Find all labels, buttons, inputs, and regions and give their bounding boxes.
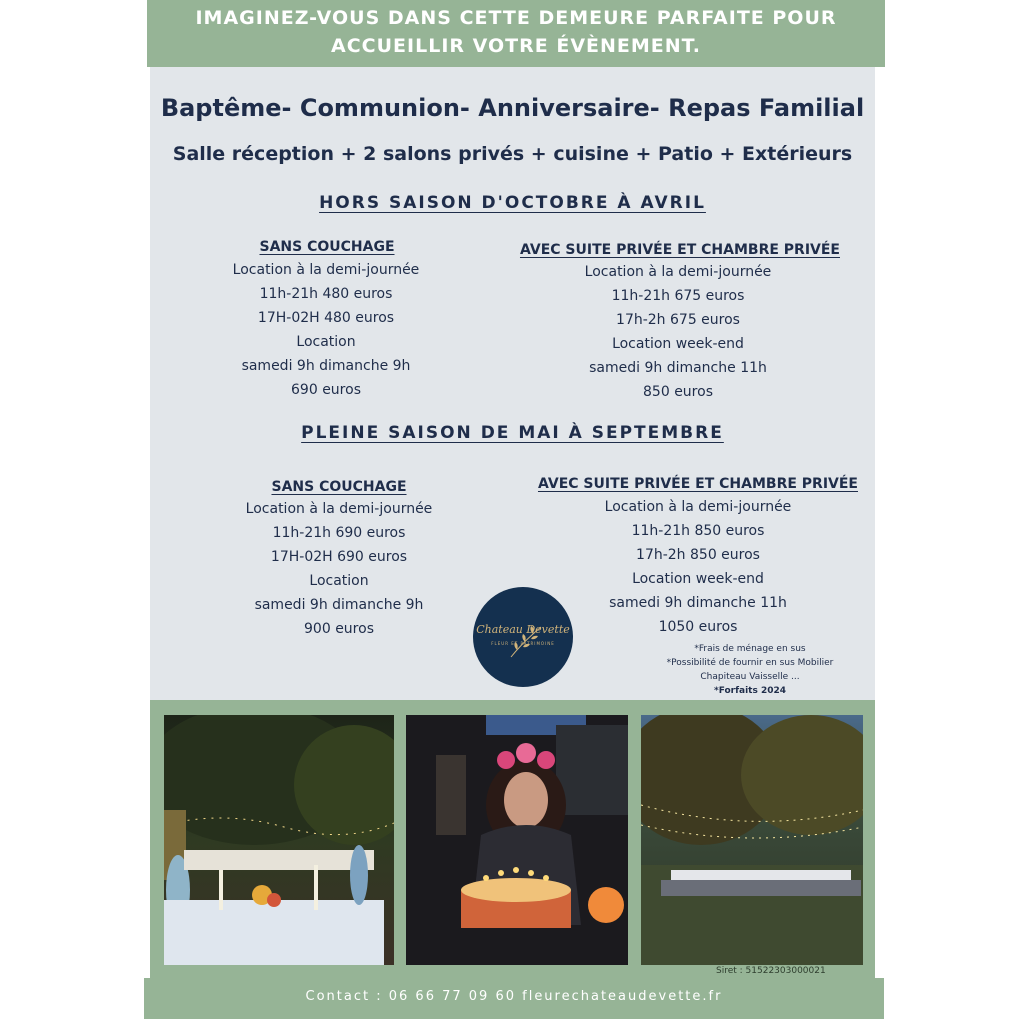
note-line: *Frais de ménage en sus	[694, 644, 806, 654]
spaces-subtitle: Salle réception + 2 salons privés + cuisine + Patio + Extérieurs	[172, 143, 853, 165]
pleine-sans-couchage-title-wrap	[230, 476, 448, 495]
list-item: samedi 9h dimanche 11h	[609, 595, 787, 611]
hors-avec-suite-title-wrap	[510, 239, 850, 258]
hors-sans-couchage-list	[200, 258, 452, 402]
contact-footer	[144, 978, 884, 1019]
list-item: Location à la demi-journée	[232, 262, 420, 278]
list-item: Location week-end	[612, 336, 744, 352]
hors-sans-couchage-title: SANS COUCHAGE	[259, 239, 395, 255]
note-line: *Forfaits 2024	[713, 686, 787, 696]
contact-text: Contact : 06 66 77 09 60 fleurechateaudevette.fr	[305, 989, 723, 1004]
list-item: 850 euros	[643, 384, 713, 400]
list-item: 11h-21h 480 euros	[259, 286, 393, 302]
pleine-saison-title: PLEINE SAISON DE MAI À SEPTEMBRE	[301, 423, 724, 443]
logo-tagline: FLEUR ET PATRIMOINE	[491, 641, 555, 646]
hors-avec-suite-list	[552, 260, 804, 404]
list-item: 17H-02H 480 euros	[257, 310, 395, 326]
hors-avec-suite-title: AVEC SUITE PRIVÉE ET CHAMBRE PRIVÉE	[519, 242, 840, 258]
list-item: 11h-21h 675 euros	[611, 288, 745, 304]
list-item: Location à la demi-journée	[245, 501, 433, 517]
list-item: 900 euros	[304, 621, 374, 637]
list-item: Location	[296, 334, 356, 350]
siret-number: Siret : 51522303000021	[716, 966, 826, 976]
banner-line-1: IMAGINEZ-VOUS DANS CETTE DEMEURE PARFAITE POUR	[195, 7, 837, 29]
logo-name: Chateau Devette	[476, 623, 570, 636]
events-title: Baptême- Communion- Anniversaire- Repas Familial	[160, 94, 865, 122]
list-item: 11h-21h 850 euros	[631, 523, 765, 539]
list-item: 11h-21h 690 euros	[272, 525, 406, 541]
photo-garden-dinner	[164, 715, 394, 965]
pleine-saison-section	[150, 423, 875, 443]
top-banner	[147, 0, 885, 67]
list-item: samedi 9h dimanche 9h	[241, 358, 411, 374]
leaf-icon	[473, 587, 573, 687]
pleine-avec-suite-title: AVEC SUITE PRIVÉE ET CHAMBRE PRIVÉE	[537, 476, 858, 492]
list-item: 17h-2h 850 euros	[636, 547, 760, 563]
list-item: Location à la demi-journée	[584, 264, 772, 280]
list-item: 17h-2h 675 euros	[616, 312, 740, 328]
list-item: Location week-end	[632, 571, 764, 587]
list-item: samedi 9h dimanche 9h	[254, 597, 424, 613]
list-item: Location	[309, 573, 369, 589]
pleine-sans-couchage-title: SANS COUCHAGE	[271, 479, 407, 495]
chateau-logo	[473, 587, 573, 687]
list-item: 690 euros	[291, 382, 361, 398]
banner-line-2: ACCUEILLIR VOTRE ÉVÈNEMENT.	[331, 35, 701, 57]
hors-saison-title: HORS SAISON D'OCTOBRE À AVRIL	[319, 193, 706, 213]
note-line: *Possibilité de fournir en sus Mobilier	[666, 658, 834, 668]
photo-birthday-cake	[406, 715, 628, 965]
pleine-sans-couchage-list	[213, 497, 465, 641]
photo-outdoor-tables	[641, 715, 863, 965]
pleine-avec-suite-title-wrap	[528, 473, 868, 492]
pleine-avec-suite-list	[572, 495, 824, 639]
notes	[640, 642, 860, 698]
list-item: 1050 euros	[658, 619, 738, 635]
list-item: 17H-02H 690 euros	[270, 549, 408, 565]
hors-sans-couchage-title-wrap	[218, 236, 436, 255]
list-item: samedi 9h dimanche 11h	[589, 360, 767, 376]
note-line: Chapiteau Vaisselle ...	[700, 672, 800, 682]
list-item: Location à la demi-journée	[604, 499, 792, 515]
hors-saison-section	[150, 193, 875, 213]
